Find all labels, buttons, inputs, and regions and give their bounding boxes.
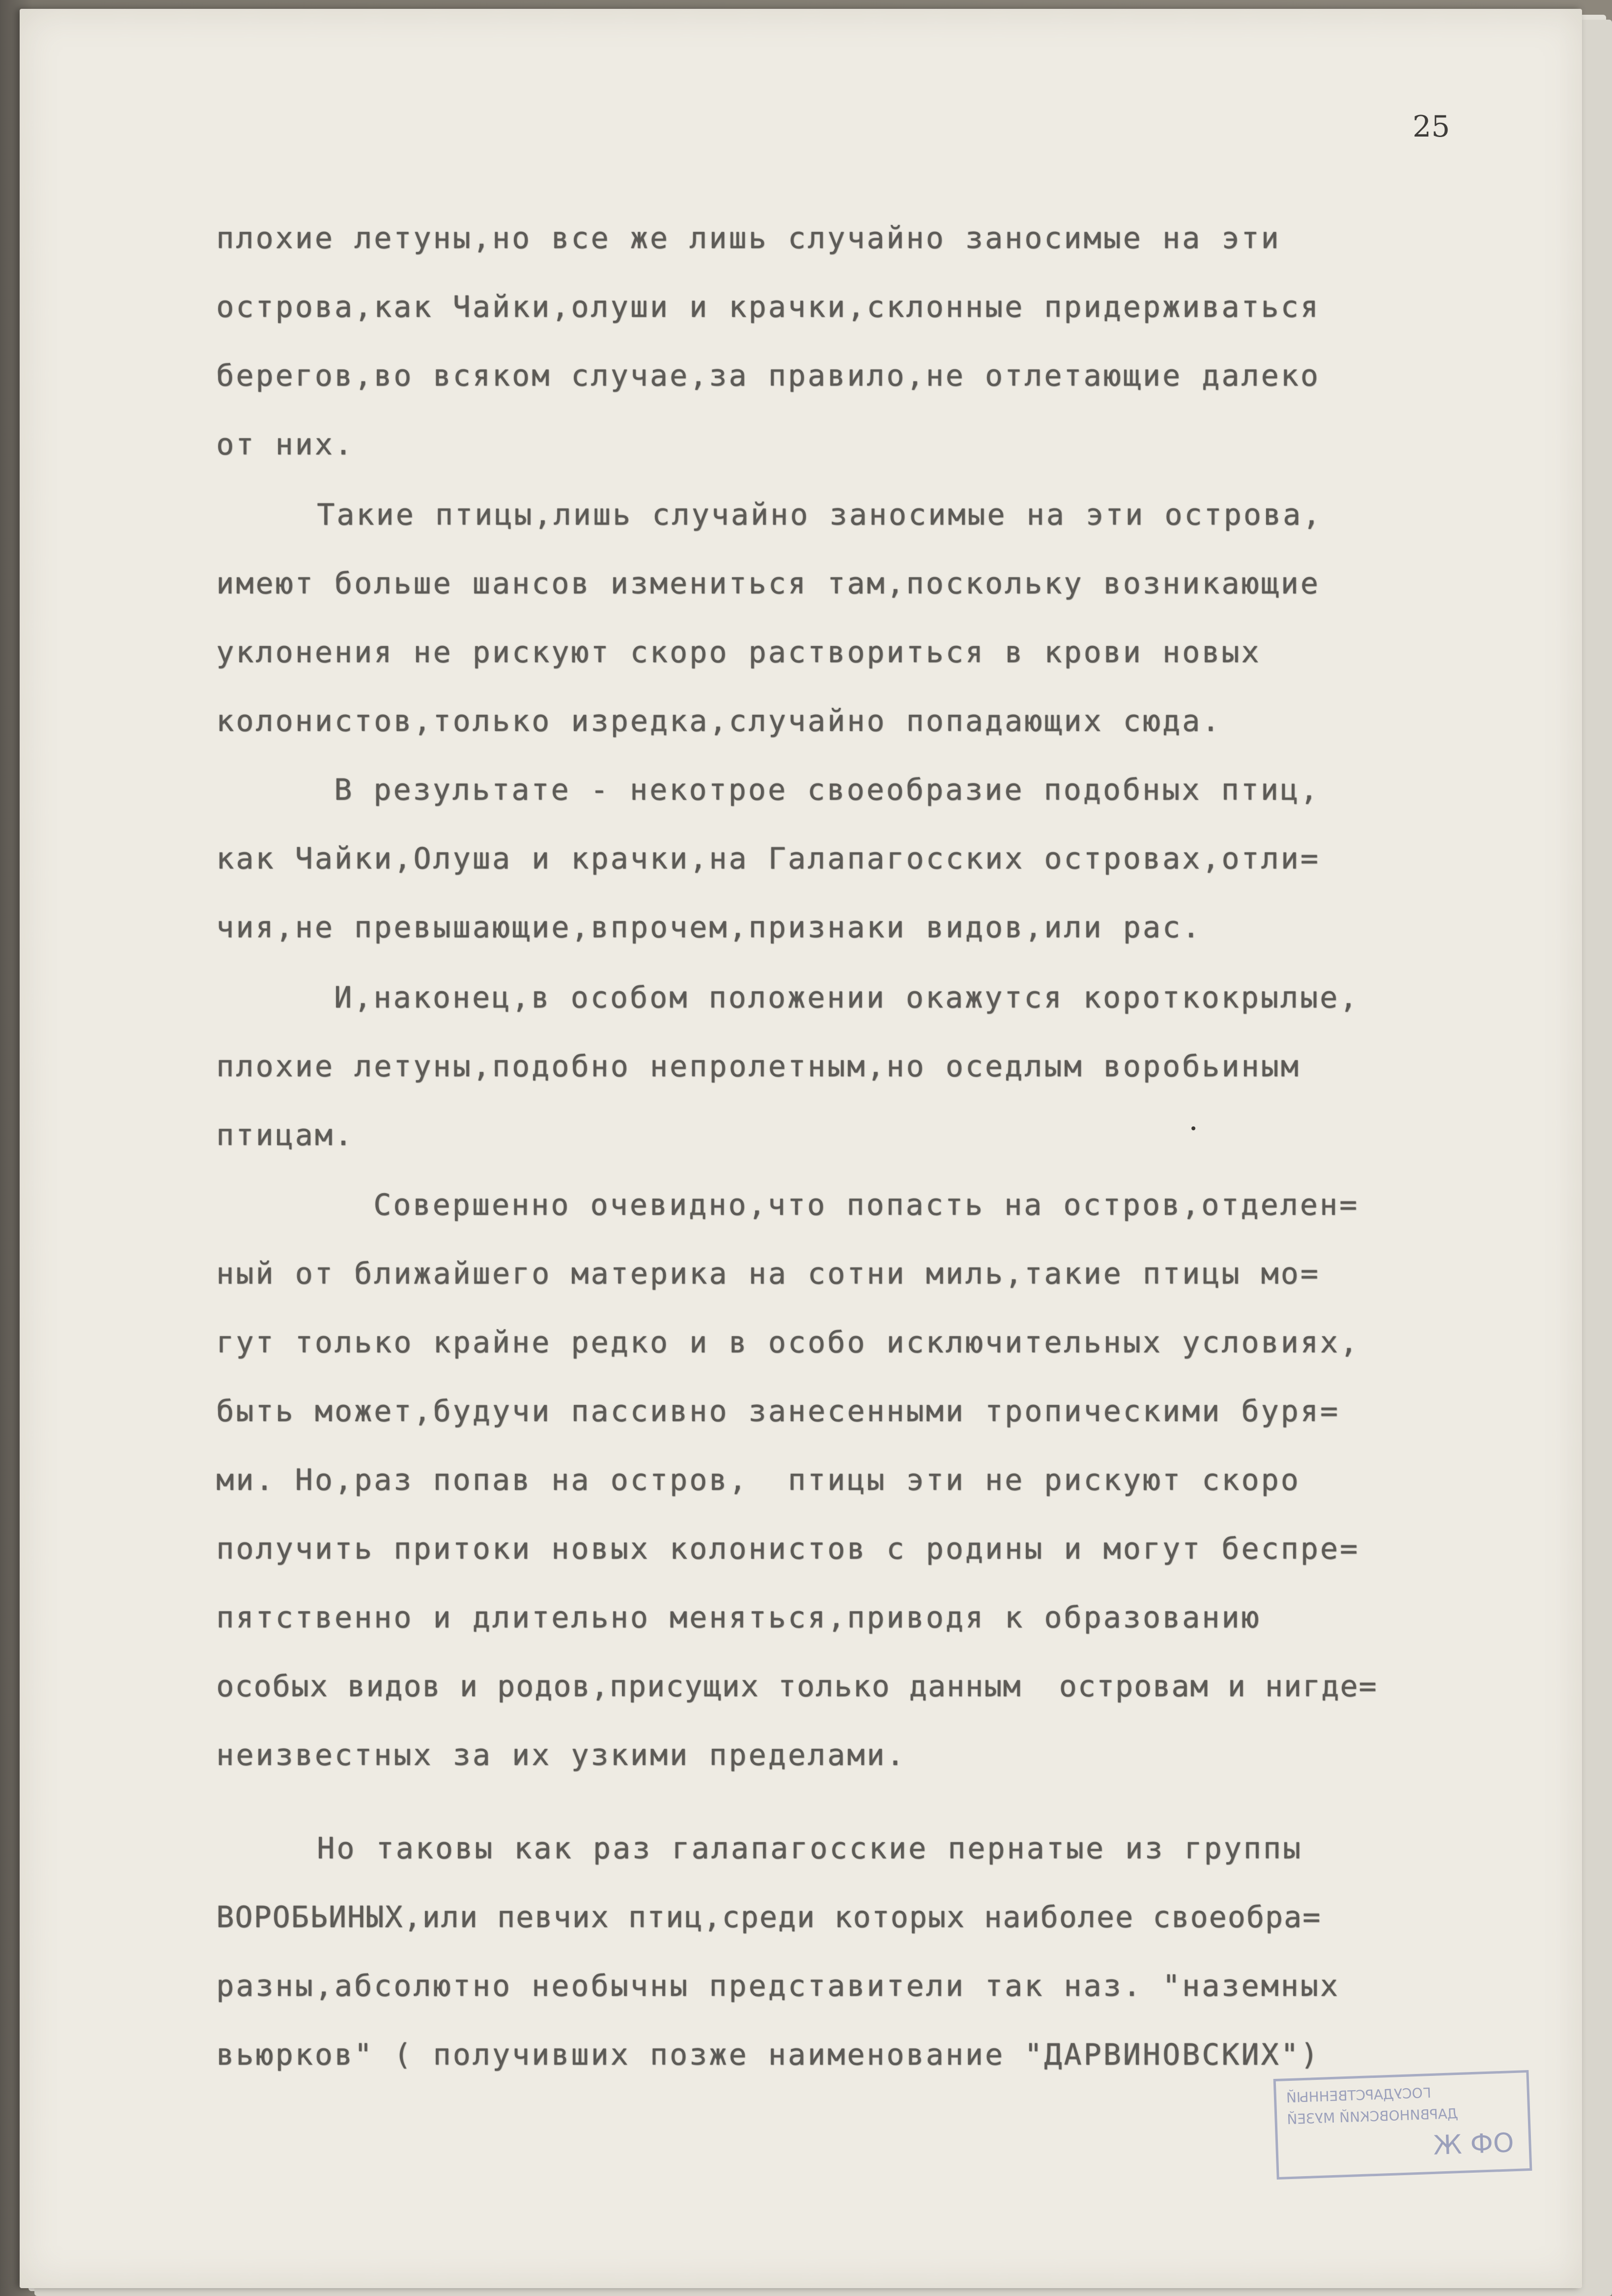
text-line: Совершенно очевидно,что попасть на остров,отделен= — [373, 1188, 1359, 1222]
text-line: имеют больше шансов измениться там,поскольку возникающие — [216, 566, 1320, 601]
text-line: острова,как Чайки,олуши и крачки,склонные придерживаться — [216, 290, 1320, 324]
typewritten-text — [20, 9, 1582, 2288]
pencil-mark — [1191, 1126, 1195, 1130]
stamp-line: Ж ФО — [1433, 2127, 1515, 2161]
text-line: В результате - некотрое своеобразие подобных птиц, — [334, 773, 1320, 807]
text-line: гут только крайне редко и в особо исключительных условиях, — [216, 1325, 1360, 1360]
text-line: Такие птицы,лишь случайно заносимые на эти острова, — [317, 498, 1323, 532]
text-line: как Чайки,Олуша и крачки,на Галапагосских островах,отли= — [216, 841, 1320, 876]
museum-stamp — [1273, 2070, 1532, 2180]
text-line: ВОРОБЬИНЫХ,или певчих птиц,среди которых наиболее своеобра= — [216, 1900, 1322, 1934]
text-line: плохие летуны,подобно непролетным,но оседлым воробьиным — [216, 1049, 1301, 1084]
text-line: плохие летуны,но все же лишь случайно заносимые на эти — [216, 221, 1281, 255]
text-line: вьюрков" ( получивших позже наименование "ДАРВИНОВСКИХ") — [216, 2038, 1320, 2072]
text-line: берегов,во всяком случае,за правило,не отлетающие далеко — [216, 359, 1320, 393]
text-line: от них. — [216, 427, 354, 462]
stamp-line: ДАРВИНОВСКИЙ МУЗЕЙ — [1286, 2105, 1459, 2128]
text-line: получить притоки новых колонистов с родины и могут беспре= — [216, 1532, 1360, 1566]
text-line: быть может,будучи пассивно занесенными тропическими буря= — [216, 1394, 1340, 1428]
text-line: птицам. — [216, 1118, 354, 1152]
text-line: ми. Но,раз попав на остров, птицы эти не рискуют скоро — [216, 1463, 1301, 1497]
text-line: чия,не превышающие,впрочем,признаки видов,или рас. — [216, 910, 1202, 945]
document-page — [20, 9, 1582, 2288]
text-line: неизвестных за их узкими пределами. — [216, 1738, 906, 1772]
text-line: И,наконец,в особом положении окажутся короткокрылые, — [334, 980, 1359, 1015]
text-line: ный от ближайшего материка на сотни миль,такие птицы мо= — [216, 1257, 1320, 1291]
text-line: разны,абсолютно необычны представители так наз. "наземных — [216, 1969, 1340, 2003]
text-line: колонистов,только изредка,случайно попадающих сюда. — [216, 704, 1222, 738]
text-line: пятственно и длительно меняться,приводя к образованию — [216, 1600, 1261, 1635]
text-line: особых видов и родов,присущих только данным островам и нигде= — [216, 1669, 1378, 1704]
text-line: уклонения не рискуют скоро раствориться в крови новых — [216, 635, 1261, 670]
text-line: Но таковы как раз галапагосские пернатые из группы — [317, 1831, 1303, 1866]
stamp-line: ГОСУДАРСТВЕННЫЙ — [1286, 2084, 1432, 2106]
page-number: 25 — [1413, 110, 1450, 144]
